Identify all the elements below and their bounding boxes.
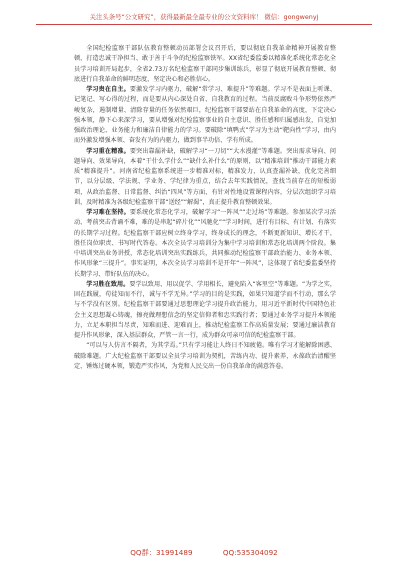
paragraph-4 (74, 208, 336, 280)
paragraph-6 (74, 341, 336, 372)
paragraph-text: 要学以致用、用以促学、学用相长，避免陷入“客里空”等难题。“为学之实，固在践履，苟徒知而不行，诚与不学无异。”学习的目的是实践，如果只知道学而不行动，那么学与不学没有区别。纪检监察干部要通过思想理论学习提升政治能力，用习近平新时代中国特色社会主义思想凝心铸魂，擦亮做理想信念的坚定信仰者和忠实践行者；要通过业务学习提升本领能力，立足本职担当尽责，知难而进、迎难而上，推动纪检监察工作高质量发展；要通过廉洁教育提升作风形象，深入基层群众，严管一言一行，成为群众可亲可信的纪检监察干部。 (74, 280, 336, 339)
header-banner-text: 关注头条号“公文研究”，获得最新最全最专业的公文资料库！ 微信：gongwenyj (89, 13, 319, 21)
paragraph-1 (74, 44, 336, 85)
footer-contact (0, 548, 408, 558)
paragraph-text: 全国纪检监察干部队伍教育整顿动员部署会议召开后，要以彻底自我革命精神开展教育整顿，打造忠诚干净担当、敢于善于斗争的纪检监察铁军。XX省纪委监委以精准化系统化常态化全员学习培训开局起步，全省2.73万名纪检监察干部同步集训练兵，彰显了彻底开展教育整顿、彻底进行自我革命的鲜明态度，坚定决心和必胜信心。 (74, 45, 336, 83)
paragraph-text: 要激发学习内驱力，破解“常学习、难提升”等难题。学习不是表面上听课、记笔记、写心得的过程，而是要从内心深处自省、自我教育的过程。当前反腐败斗争形势依然严峻复杂，遏制增量、清除存量的任务依然艰巨，纪检监察干部要站在自我革命的高度，下定决心强本领，静下心来深学习，要从增强对纪检监察事业的自主意识、胜任感和归属感出发，自觉加强政治理论、业务能力和廉洁自律能力的学习。要破除“填鸭式”学习为主动“靶向性”学习，由内而外激发增强本领、奋发有为的内驱力，做到事半功倍、学有所成。 (74, 86, 336, 145)
footer-qq: QQ:535304092 (222, 548, 278, 557)
paragraph-2 (74, 85, 336, 147)
paragraph-heading: 学习重在精准。 (86, 147, 130, 155)
footer-qq-group: QQ群：31991489 (130, 548, 193, 557)
paragraph-heading: 学习贵在自主。 (86, 86, 130, 93)
header-banner (36, 11, 372, 25)
paragraph-3 (74, 147, 336, 209)
paragraph-heading: 学习胜在致用。 (86, 280, 130, 288)
article-body (74, 44, 336, 372)
paragraph-text: “可以与人仿言不隔者，为其学焉。”只有学习能让人终日不知疲倦。唯有学习才能解除困惑、破除难题。广大纪检监察干部要以全员学习培训为契机，苦练内功、提升素养，永葆政治清醒坚定、锤炼过硬本领，锻造严实作风，为党和人民交出一份自我革命的满意答卷。 (74, 342, 336, 370)
paragraph-text: 要系统化常态化学习，破解学习“一阵风”“走过场”等难题。参加某次学习活动、考前突击背诵不难，难的是串起“碎片化”“风驰化”“学习时间，进行有目标、有计划、有落实的长期学习过程。纪检监察干部应树立终身学习，终身成长的理念，不断更新知识、增长才干，胜任岗位职责、书写时代答卷。本次全员学习培训分为集中学习培训和常态化培训两个阶段。集中培训突出业务讲授，常态化培训突出实践练兵，共同推动纪检监察干部政治能力、业务本领、作风形象“三提升”。事实证明，本次全员学习培训不是开年“一阵风”，这体现了省纪委监委坚持长期学习、带好队伍的决心。 (74, 209, 336, 278)
paragraph-heading: 学习难在坚持。 (86, 209, 130, 216)
paragraph-text: 要突出靠漏补缺，破解学习“一刀切”“大水漫灌”等难题。突出需求导向、问题导向、效果导向，本着“干什么学什么”“缺什么补什么”的原则，以“精准培训”推动干部能力素质“精准提升”。河南省纪检监察系统进一步精准对标，精准发力，认真查漏补缺，优化完善细节，以分层级、学法规、学业务、学纪律为重点，结合去年实践情况，查找当前存在的短板弱项，从政治监督、日常监督、纠治“四风”等方面，有针对性地设置课程内容，分层次组织学习培训，及时精准为各级纪检监察干部“送经”“解渴”，真正提升教育整顿效果。 (74, 147, 336, 206)
paragraph-5 (74, 280, 336, 342)
